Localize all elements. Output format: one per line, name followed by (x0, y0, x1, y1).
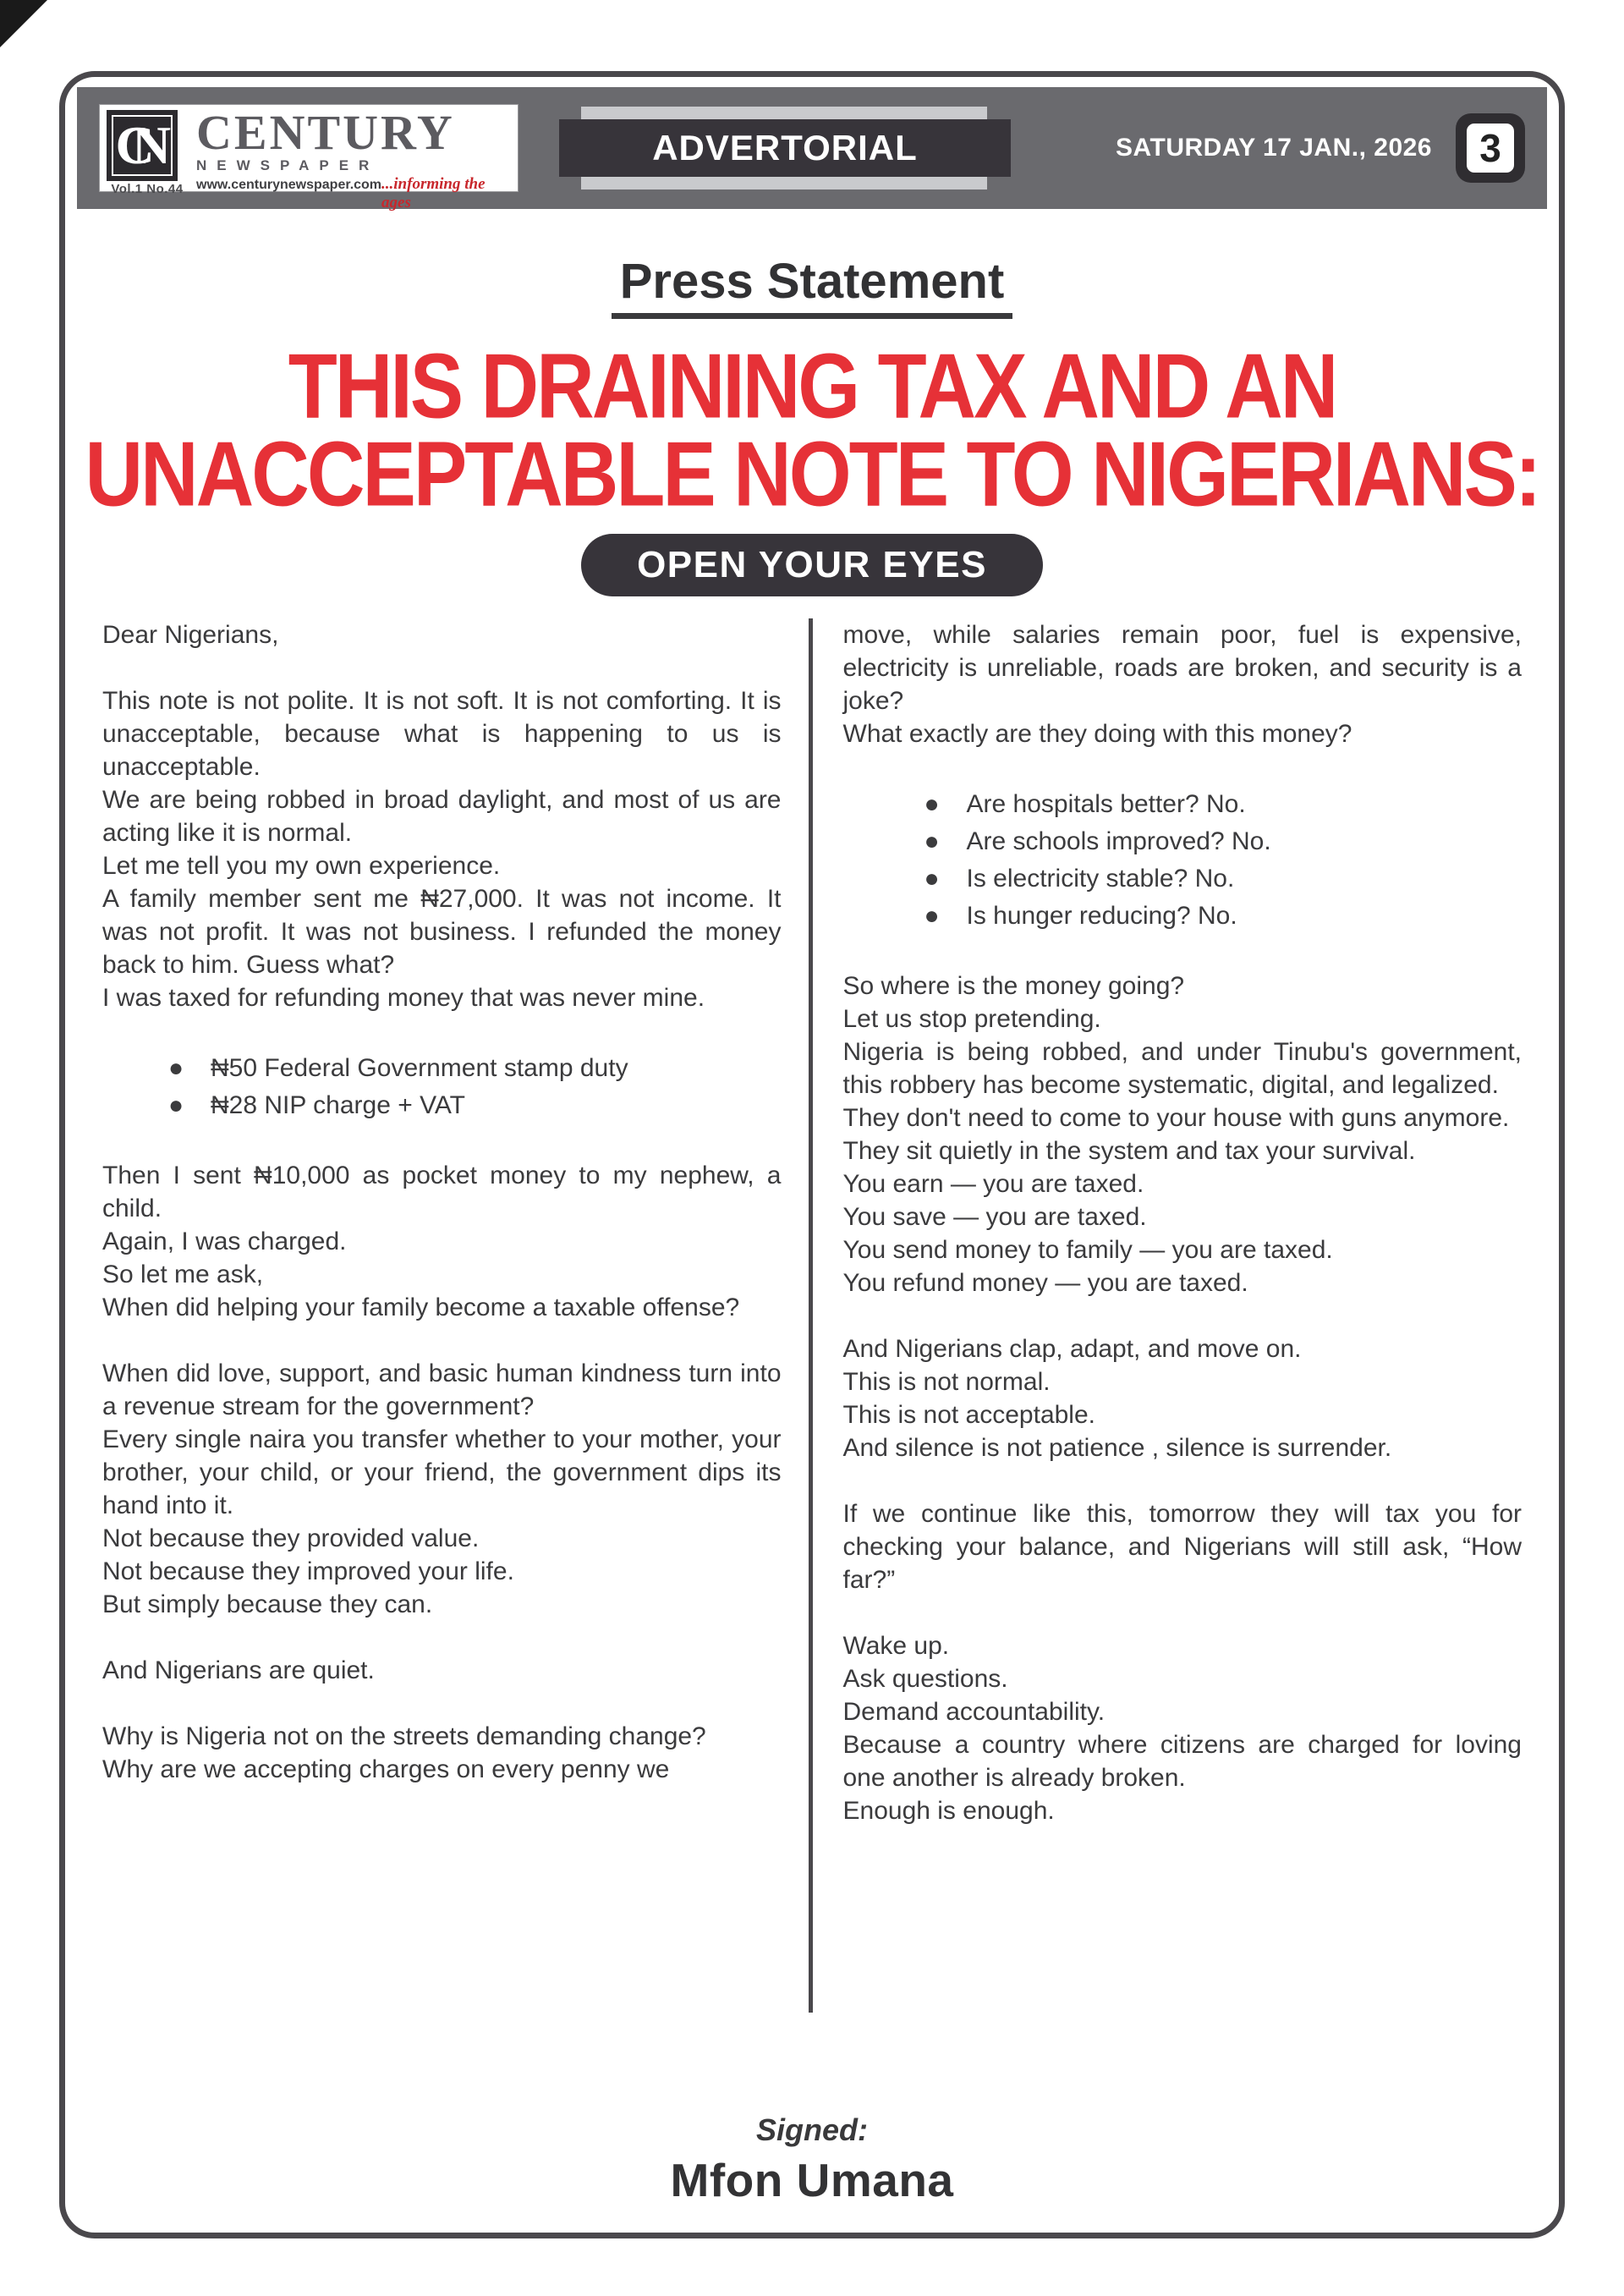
paragraph-gap (102, 1014, 782, 1047)
open-your-eyes-pill: OPEN YOUR EYES (581, 534, 1043, 596)
body-paragraph: Every single naira you transfer whether to your mother, your brother, your child, or your friend, the government dips its hand into it. (102, 1425, 782, 1519)
logo-tagline: ...informing the ages (381, 175, 486, 211)
newspaper-logo (99, 104, 518, 211)
body-paragraph: If we continue like this, tomorrow they will tax you for checking your balance, and Nigerians will still ask, “How far?” (842, 1500, 1522, 1594)
page-number: 3 (1467, 124, 1514, 173)
paragraph-gap (102, 1621, 782, 1654)
bullet-dot-icon: ● (924, 827, 940, 855)
body-paragraph: And Nigerians clap, adapt, and move on. (842, 1335, 1302, 1363)
issue-date: SATURDAY 17 JAN., 2026 (1116, 134, 1432, 162)
body-paragraph: But simply because they can. (102, 1590, 433, 1618)
body-paragraph: They don't need to come to your house with guns anymore. (842, 1104, 1510, 1132)
body-paragraph: Why are we accepting charges on every penny we (102, 1755, 670, 1783)
bullet-item (843, 899, 1522, 932)
body-paragraph: Wake up. (842, 1632, 950, 1660)
article-body (102, 618, 1522, 2013)
body-paragraph: When did love, support, and basic human kindness turn into a revenue stream for the government? (102, 1359, 782, 1420)
body-paragraph: You send money to family — you are taxed. (842, 1236, 1333, 1264)
paragraph-gap (843, 1464, 1522, 1497)
body-paragraph: When did helping your family become a taxable offense? (102, 1294, 740, 1321)
body-paragraph: Not because they improved your life. (102, 1557, 514, 1585)
column-right (813, 618, 1522, 2013)
body-paragraph: You save — you are taxed. (842, 1203, 1147, 1231)
scan-corner-artifact (0, 0, 47, 47)
body-paragraph: Nigeria is being robbed, and under Tinubu's government, this robbery has become systematic, digital, and legalized. (842, 1038, 1522, 1099)
signature-name: Mfon Umana (670, 2154, 954, 2206)
body-paragraph: Ask questions. (842, 1665, 1008, 1693)
body-paragraph: Because a country where citizens are charged for loving one another is already broken. (842, 1731, 1522, 1792)
body-paragraph: You earn — you are taxed. (842, 1170, 1144, 1198)
body-paragraph: A family member sent me ₦27,000. It was not income. It was not profit. It was not business. I refunded the money back to him. Guess what? (102, 885, 782, 979)
advertorial-label: ADVERTORIAL (652, 128, 918, 168)
body-paragraph: Demand accountability. (842, 1698, 1106, 1726)
bullet-dot-icon: ● (924, 865, 940, 893)
signed-label: Signed: (756, 2112, 868, 2147)
paragraph-gap (843, 1299, 1522, 1332)
signature-block (65, 2112, 1559, 2207)
masthead (77, 87, 1547, 209)
bullet-item (843, 862, 1522, 895)
body-paragraph: This note is not polite. It is not soft. It is not comforting. It is unacceptable, because what is happening to us is unacceptable. (102, 687, 782, 781)
bullet-text: ₦50 Federal Government stamp duty (211, 1054, 628, 1082)
bullet-item (102, 1052, 782, 1085)
logo-subtitle: NEWSPAPER (196, 157, 380, 173)
column-left (102, 618, 813, 2013)
body-paragraph: So let me ask, (102, 1261, 264, 1288)
body-paragraph: So where is the money going? (842, 972, 1185, 1000)
body-paragraph: We are being robbed in broad daylight, and most of us are acting like it is normal. (102, 786, 782, 847)
bullet-text: Are hospitals better? No. (966, 790, 1246, 818)
body-paragraph: You refund money — you are taxed. (842, 1269, 1248, 1297)
bullet-dot-icon: ● (168, 1054, 184, 1082)
bullet-dot-icon: ● (924, 902, 940, 930)
headline-line-1: THIS DRAINING TAX AND AN (288, 335, 1336, 438)
logo-volume: Vol.1 No.44 (111, 182, 184, 196)
bullet-text: Is electricity stable? No. (966, 865, 1235, 893)
paragraph-gap (102, 1687, 782, 1720)
kicker-press-statement: Press Statement (612, 253, 1013, 319)
logo-name: CENTURY (196, 105, 455, 160)
body-paragraph: Enough is enough. (842, 1797, 1055, 1825)
paragraph-gap (843, 937, 1522, 969)
paragraph-gap (102, 651, 782, 684)
logo-wordmark (188, 105, 508, 212)
advertorial-banner (559, 107, 1011, 190)
bullet-text: Are schools improved? No. (966, 827, 1271, 855)
body-paragraph: I was taxed for refunding money that was never mine. (102, 984, 705, 1012)
bullet-text: Is hunger reducing? No. (966, 902, 1237, 930)
body-paragraph: And Nigerians are quiet. (102, 1656, 375, 1684)
body-paragraph: move, while salaries remain poor, fuel is expensive, electricity is unreliable, roads are broken, and security is a joke? (842, 621, 1522, 715)
logo-monogram: CN (107, 110, 178, 181)
body-paragraph: Dear Nigerians, (102, 621, 279, 649)
body-paragraph: And silence is not patience , silence is surrender. (842, 1434, 1392, 1462)
body-paragraph: Then I sent ₦10,000 as pocket money to my nephew, a child. (102, 1162, 782, 1222)
logo-website: www.centurynewspaper.com (196, 178, 382, 192)
paragraph-gap (102, 1126, 782, 1159)
paragraph-gap (843, 1596, 1522, 1629)
body-paragraph: They sit quietly in the system and tax your survival. (842, 1137, 1416, 1165)
advertorial-banner-bar (559, 119, 1011, 177)
bullet-dot-icon: ● (168, 1091, 184, 1119)
page-number-badge (1456, 113, 1525, 183)
body-paragraph: Let us stop pretending. (842, 1005, 1101, 1033)
body-paragraph: Not because they provided value. (102, 1524, 480, 1552)
body-paragraph: Let me tell you my own experience. (102, 852, 501, 880)
body-paragraph: This is not normal. (842, 1368, 1051, 1396)
logo-monogram-block (107, 110, 188, 196)
bullet-dot-icon: ● (924, 790, 940, 818)
paragraph-gap (843, 750, 1522, 783)
body-paragraph: Why is Nigeria not on the streets demanding change? (102, 1722, 706, 1750)
subhead-pill-wrap (65, 534, 1559, 596)
body-paragraph: This is not acceptable. (842, 1401, 1095, 1429)
bullet-item (843, 825, 1522, 858)
page-frame (59, 71, 1565, 2238)
paragraph-gap (102, 1324, 782, 1357)
bullet-text: ₦28 NIP charge + VAT (211, 1091, 465, 1119)
body-paragraph: What exactly are they doing with this money? (842, 720, 1352, 748)
bullet-item (102, 1089, 782, 1122)
bullet-item (843, 788, 1522, 821)
headline-line-2: UNACCEPTABLE NOTE TO NIGERIANS: (85, 423, 1539, 526)
body-paragraph: Again, I was charged. (102, 1228, 347, 1255)
headline (65, 335, 1559, 526)
